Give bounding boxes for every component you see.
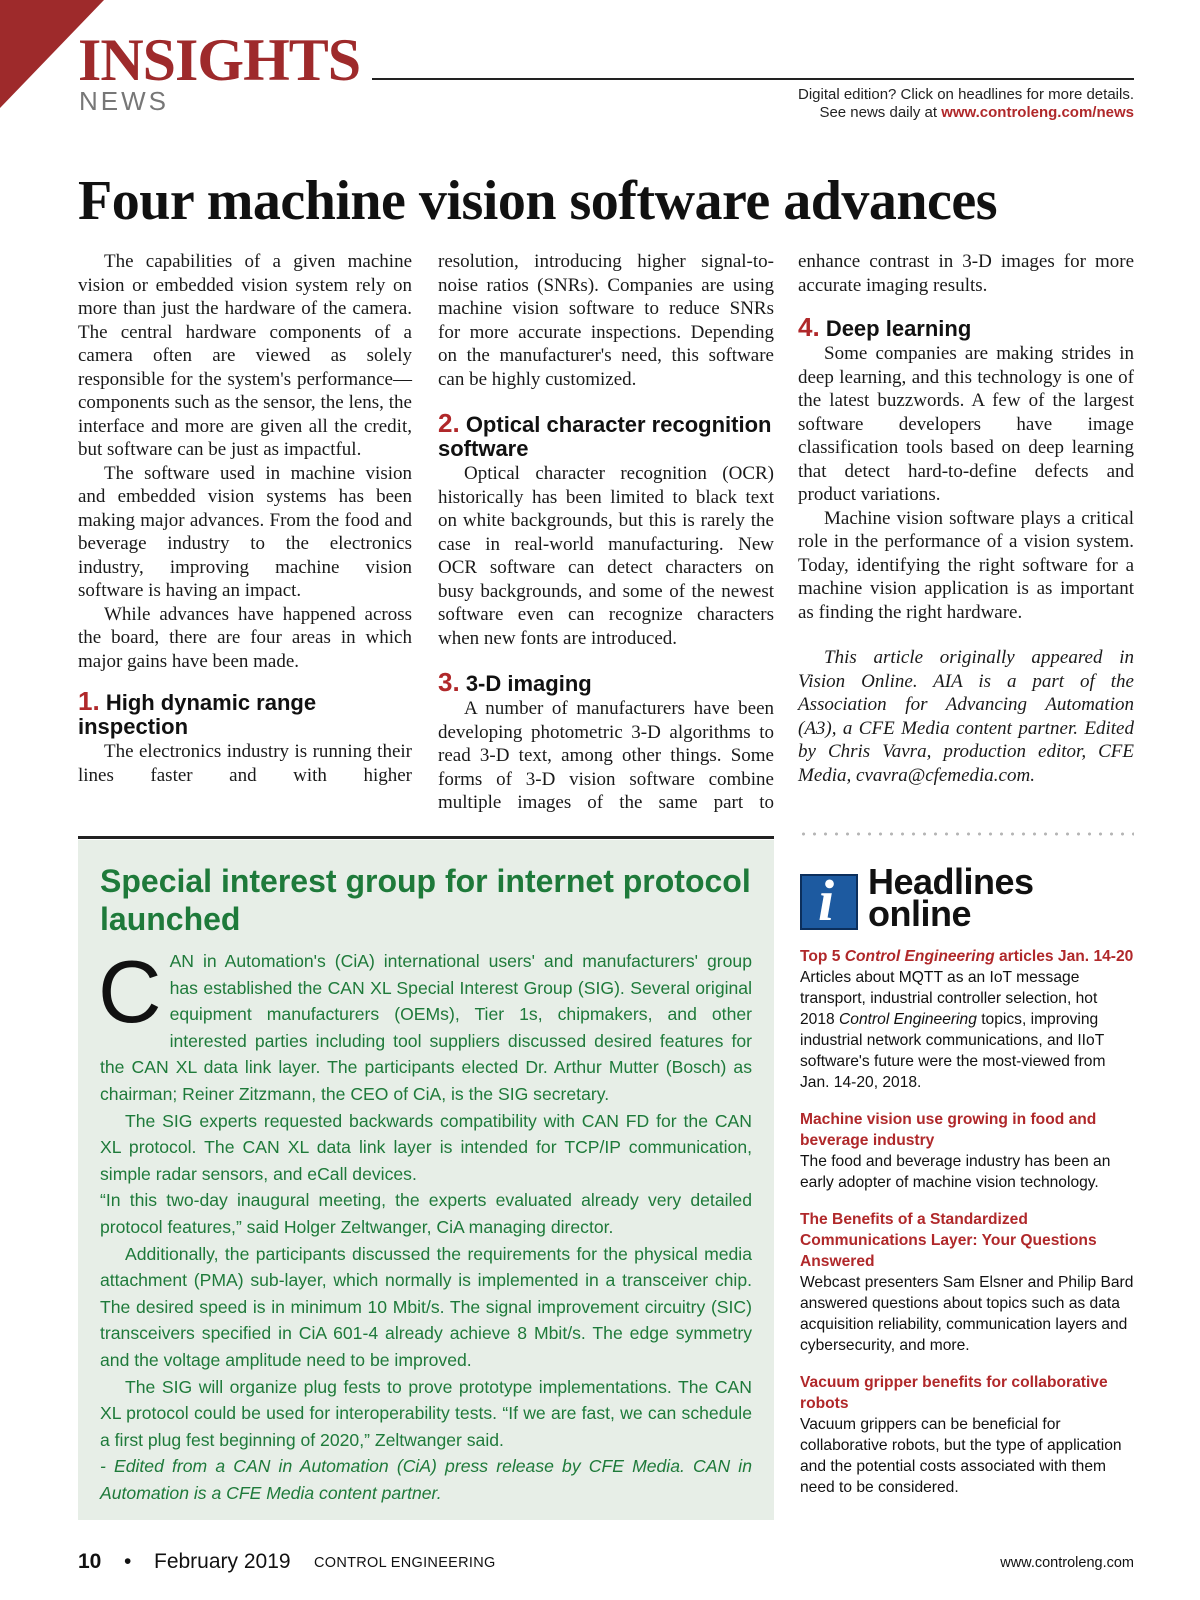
- dotted-divider: [798, 832, 1134, 836]
- sidebar-top-rule: [78, 836, 774, 839]
- sidebar-story-body: [98, 942, 752, 1506]
- headline-link-text: Top 5: [800, 948, 845, 965]
- sidebar-credit: - Edited from a CAN in Automation (CiA) press release by CFE Media. CAN in Automation is a CFE Media content partner.: [100, 1456, 752, 1503]
- headline-link[interactable]: Machine vision use growing in food and beverage industry: [800, 1111, 1097, 1149]
- headline-item: [800, 1109, 1136, 1193]
- footer-bullet: •: [124, 1550, 132, 1573]
- headline-link[interactable]: Vacuum gripper benefits for collaborative robots: [800, 1374, 1108, 1412]
- article-paragraph: Optical character recognition (OCR) historically has been limited to black text on white backgrounds, but this is rarely the case in real-world manufacturing. New OCR software can detect characters on busy backgrounds, and some of the newest software even can recognize characters when new fonts are introduced.: [438, 463, 774, 649]
- headlines-title-line2: online: [868, 893, 971, 934]
- sidebar-paragraph: The SIG experts requested backwards compatibility with CAN FD for the CAN XL protocol. The CAN XL data link layer is intended for TCP/IP communication, simple radar sensors, and eCall devices.: [100, 1110, 752, 1184]
- article-paragraph: The software used in machine vision and embedded vision systems has been making major advances. From the food and beverage industry to the electronics industry, improving machine vision software is having an impact.: [78, 462, 412, 601]
- page-footer: [78, 1550, 1134, 1576]
- section-number: 1.: [78, 686, 100, 716]
- headline-link[interactable]: [800, 946, 1136, 967]
- section-title-text: High dynamic range inspection: [78, 690, 317, 739]
- headlines-title-line1: Headlines: [868, 861, 1034, 902]
- section-number: 4.: [798, 312, 820, 342]
- article-paragraph: The capabilities of a given machine vision or embedded vision system rely on more than just the hardware of the camera. The central hardware components of a camera often are viewed as solely responsible for the system's performance—components such as the sensor, the lens, the interface and more are given all the credit, but software can be just as impactful.: [78, 251, 412, 460]
- article-paragraph: While advances have happened across the board, there are four areas in which major gains have been made.: [78, 603, 412, 672]
- sidebar-story-title[interactable]: Special interest group for internet protocol launched: [100, 863, 751, 937]
- sidebar-story-box: [78, 840, 774, 1520]
- article-column-3: [798, 250, 1134, 787]
- sidebar-paragraph-text: AN in Automation's (CiA) international users' and manufacturers' group has established the CAN XL Special Interest Group (SIG). Several original equipment manufacturers (OEMs), Tier 1s, chipmakers, and other interested parties including tool suppliers discussed desired features for the CAN XL data link layer. The participants elected Dr. Arthur Mutter (Bosch) as chairman; Reiner Zitzmann, the CEO of CiA, is the SIG secretary.: [100, 951, 752, 1104]
- section-title: INSIGHTS: [78, 27, 361, 93]
- headline-description: Vacuum grippers can be beneficial for collaborative robots, but the type of application and the potential costs associated with them need to be considered.: [800, 1416, 1122, 1496]
- headline-link-text: articles Jan. 14-20: [994, 948, 1134, 965]
- section-subtitle: NEWS: [79, 86, 169, 116]
- headlines-online-title: [868, 861, 1034, 934]
- sidebar-paragraph: “In this two-day inaugural meeting, the experts evaluated already very detailed protocol features,” said Holger Zeltwanger, CiA managing director.: [100, 1190, 752, 1237]
- section-heading-2: [438, 408, 774, 461]
- sidebar-paragraph: [98, 942, 752, 1108]
- website-link[interactable]: www.controleng.com: [1000, 1555, 1134, 1571]
- article-paragraph: enhance contrast in 3-D images for more accurate imaging results.: [798, 251, 1134, 296]
- article-credit: This article originally appeared in Vision Online. AIA is a part of the Association for Advancing Automation (A3), a CFE Media content partner. Edited by Chris Vavra, production editor, CFE Media, cvavra@cfemedia.com.: [798, 647, 1134, 786]
- headline-desc-italic: Control Engineering: [839, 1011, 977, 1028]
- section-title-text: 3-D imaging: [465, 671, 592, 696]
- headline-desc-text: Articles about MQTT as an IoT message transport, industrial controller selection, hot 2018: [800, 969, 1098, 1028]
- article-paragraph: Some companies are making strides in deep learning, and this technology is one of the latest buzzwords. A few of the largest software developers have image classification tools based on deep learning that detect hard-to-define defects and product variations.: [798, 343, 1134, 505]
- article-paragraph: Machine vision software plays a critical role in the performance of a vision system. Today, identifying the right software for a machine vision application is as important as finding the right hardware.: [798, 507, 1134, 623]
- headline-desc-text: topics, improving industrial network communications, and IIoT software's future were the most-viewed from Jan. 14-20, 2018.: [800, 1011, 1106, 1091]
- sidebar-paragraph: The SIG will organize plug fests to prove prototype implementations. The CAN XL protocol could be used for interoperability tests. “If we are fast, we can schedule a first plug fest beginning of 2020,” Zeltwanger said.: [100, 1376, 752, 1450]
- section-heading-3: [438, 667, 774, 697]
- page-number: 10: [78, 1550, 102, 1573]
- headline-link[interactable]: The Benefits of a Standardized Communications Layer: Your Questions Answered: [800, 1211, 1097, 1270]
- header-note-prefix: See news daily at: [819, 104, 942, 121]
- headline-item: [800, 1209, 1136, 1356]
- section-number: 3.: [438, 667, 460, 697]
- drop-cap: C: [98, 942, 162, 1041]
- header-note: [798, 86, 1134, 122]
- headline-item: [800, 946, 1136, 1093]
- article-paragraph: A number of manufacturers have been developing photometric 3-D algorithms to read 3-D text, among other things. Some forms of 3-D vision software combine multiple images of the same part to: [438, 698, 774, 813]
- magazine-name: CONTROL ENGINEERING: [314, 1555, 496, 1571]
- headline-description: The food and beverage industry has been an early adopter of machine vision technology.: [800, 1153, 1111, 1191]
- issue-date: February 2019: [154, 1550, 291, 1573]
- article-column-1: [78, 250, 412, 787]
- sidebar-paragraph: Additionally, the participants discussed the requirements for the physical media attachment (PMA) sub-layer, which normally is implemented in a transceiver chip. The desired speed is in minimum 10 Mbit/s. The signal improvement circuitry (SIC) transceivers specified in CiA 601-4 already achieve 8 Mbit/s. The edge symmetry and the voltage amplitude need to be improved.: [100, 1243, 752, 1370]
- headline-description: [800, 969, 1105, 1091]
- header-rule: [372, 78, 1134, 80]
- info-icon: [800, 866, 860, 933]
- article-column-2: [438, 250, 774, 815]
- section-heading-4: [798, 312, 1134, 342]
- info-icon-letter: i: [818, 868, 835, 933]
- section-title-text: Deep learning: [825, 316, 972, 341]
- article-paragraph: resolution, introducing higher signal-to-noise ratios (SNRs). Companies are using machine vision software to reduce SNRs for more accurate inspections. Depending on the manufacturer's need, this software can be highly customized.: [438, 251, 774, 390]
- info-icon-box: [800, 868, 858, 933]
- section-heading-1: [78, 686, 412, 739]
- header-note-line2: [798, 104, 1134, 122]
- article-headline[interactable]: Four machine vision software advances: [78, 170, 997, 232]
- header-note-line1: Digital edition? Click on headlines for more details.: [797, 86, 1134, 103]
- article-paragraph: The electronics industry is running their lines faster and with higher: [78, 741, 412, 786]
- news-url-link[interactable]: www.controleng.com/news: [941, 104, 1134, 121]
- headlines-list: [800, 946, 1136, 1514]
- section-title-text: Optical character recognition software: [438, 412, 772, 461]
- section-number: 2.: [438, 408, 460, 438]
- headline-description: Webcast presenters Sam Elsner and Philip Bard answered questions about topics such as data acquisition reliability, communication layers and cybersecurity, and more.: [800, 1274, 1134, 1354]
- headline-item: [800, 1372, 1136, 1498]
- headline-link-italic: Control Engineering: [844, 948, 995, 965]
